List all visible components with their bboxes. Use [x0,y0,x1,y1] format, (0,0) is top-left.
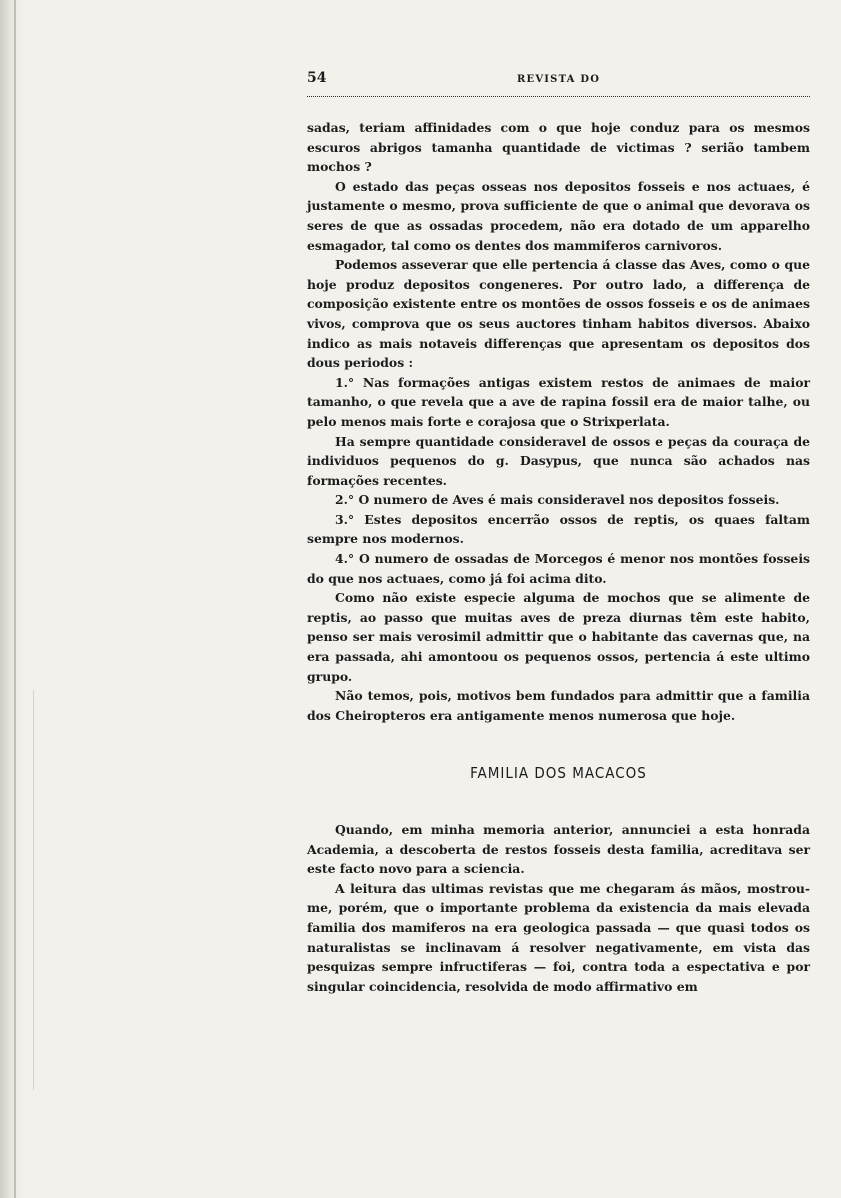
page-header [307,68,810,90]
paragraph: A leitura das ultimas revistas que me chegaram ás mãos, mostrou-me, porém, que o importante problema da existencia da mais elevada familia dos mamiferos na era geologica passada — que quasi todos os naturalistas se inclinavam á resolver negativamente, em vista das pesquizas sempre infructiferas — foi, contra toda a espectativa e por singular coincidencia, resolvida de modo affirmativo em [307,880,810,994]
paragraph: O estado das peças osseas nos depositos fosseis e nos actuaes, é justamente o mesmo, prova sufficiente de que o animal que devorava os seres de que as ossadas procedem, não era dotado de um apparelho esmagador, tal como os dentes dos mammiferos carnivoros. [307,178,810,253]
paragraph: Podemos asseverar que elle pertencia á classe das Aves, como o que hoje produz depositos congeneres. Por outro lado, a differença de composição existente entre os montões de ossos fosseis e os de animaes vivos, comprova que os seus auctores tinham habitos diversos. Abaixo indico as mais notaveis differenças que apresentam os depositos dos dous periodos : [307,257,810,371]
body-text-upper [307,118,810,725]
paragraph: Quando, em minha memoria anterior, annunciei a esta honrada Academia, a descoberta de restos fosseis desta familia, acreditava ser este facto novo para a sciencia. [307,822,810,877]
paragraph: Ha sempre quantidade consideravel de ossos e peças da couraça de individuos pequenos do g. Dasypus, que nunca são achados nas formações recentes. [307,433,810,488]
body-text-lower [307,820,810,996]
paragraph: 3.° Estes depositos encerrão ossos de reptis, os quaes faltam sempre nos modernos. [307,511,810,547]
running-title: REVISTA DO [517,74,601,85]
header-rule [307,96,810,97]
margin-mark-line [33,690,34,1090]
paragraph: Como não existe especie alguma de mochos que se alimente de reptis, ao passo que muitas aves de preza diurnas têm este habito, penso ser mais verosimil admittir que o habitante das cavernas que, na era passada, ahi amontoou os pequenos ossos, pertencia á este ultimo grupo. [307,590,810,684]
page-binding-edge [0,0,22,1198]
paragraph: 2.° O numero de Aves é mais consideravel nos depositos fosseis. [335,492,780,508]
section-title: FAMILIA DOS MACACOS [470,764,647,782]
paragraph: sadas, teriam affinidades com o que hoje conduz para os mesmos escuros abrigos tamanha quantidade de victimas ? serião tambem mochos ? [307,120,810,175]
paragraph: 4.° O numero de ossadas de Morcegos é menor nos montões fosseis do que nos actuaes, como já foi acima dito. [307,551,810,586]
page-number: 54 [307,70,327,86]
paragraph: 1.° Nas formações antigas existem restos de animaes de maior tamanho, o que revela que a ave de rapina fossil era de maior talhe, ou pelo menos mais forte e corajosa que o Strixperlata. [307,374,810,429]
paragraph: Não temos, pois, motivos bem fundados para admittir que a familia dos Cheiropteros era antigamente menos numerosa que hoje. [307,688,810,723]
binding-shadow-line [14,0,16,1198]
